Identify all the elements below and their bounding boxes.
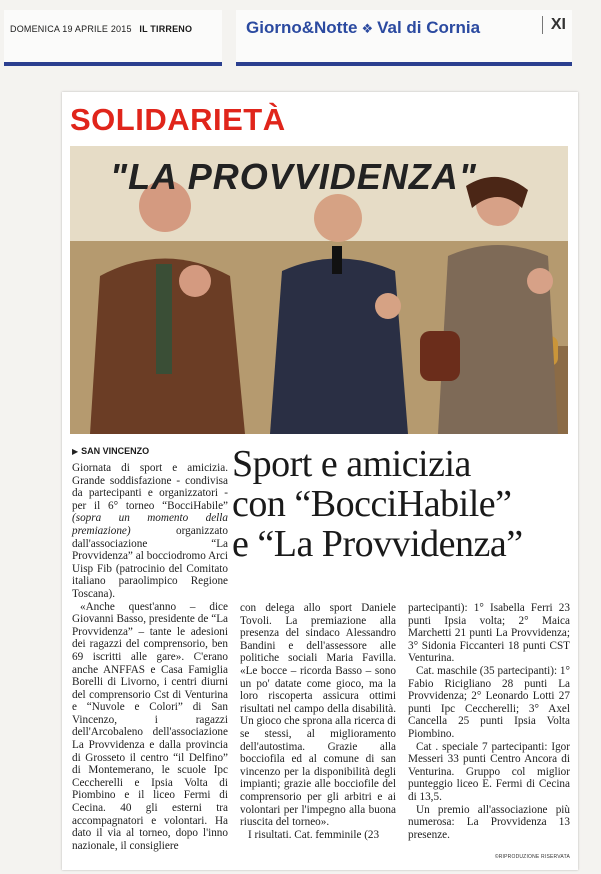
article-clipping [62,92,578,870]
headline-line-3: e “La Provvidenza” [232,523,523,565]
section-left-label: Giorno&Notte [246,18,358,37]
body-paragraph-3: con delega allo sport Daniele Tovoli. La premiazione alla presenza del sindaco Alessandro Bandini e dell'assessore alle politiche sociali Maria Favilla. «Le bocce – ricorda Basso – sono un po' datate come gioco, ma la loro riscoperta assicura ottimi risultati nel campo della disabilità. Un gioco che sprona alla ricerca di se stessi, al miglioramento dell'autostima. Grazie alla bocciofila ed al comune di san vincenzo per la disponibilità degli impianti; grazie alle bocciofile del comprensorio per gli arbitri e ai volontari per l'impegno alla buona riuscita del torneo». [240,602,396,829]
body-column-3 [408,602,570,841]
masthead-date-line [10,24,192,34]
body-paragraph-2: «Anche quest'anno – dice Giovanni Basso, presidente de “La Provvidenza” – tante le adesioni dei ragazzi del comprensorio, ben 69 iscritti alle gare». C'erano anche ANFFAS e Casa Famiglia Borelli di Livorno, i centri diurni del comprensorio Cst di Venturina e “Nuvole e Colori” di San Vincenzo, i ragazzi dell'Arcobaleno dell'associazione La Provvidenza e dalla provincia di Grosseto il centro “il Delfino” di Montemerano, le scuole Ipc Ceccherelli e Ipsia Volta di Piombino e il liceo Fermi di Cecina. 40 gli esterni tra accompagnatori e volontari. Ha dato il via al torneo, dopo l'inno nazionale, il consigliere [72,600,228,852]
masthead-left [4,10,222,66]
body-column-1 [72,462,228,852]
dateline-location: SAN VINCENZO [81,446,150,456]
section-right-label: Val di Cornia [377,18,481,37]
body-text: organizzato dall'associazione “La Provvidenza” al bocciodromo Arci Uisp Fib (patrocinio del Comitato italiano paraolimpico Regione Toscana). [72,524,228,600]
body-column-2 [240,602,396,841]
triangle-marker-icon: ▶ [72,447,79,456]
body-paragraph-5: partecipanti): 1° Isabella Ferri 23 punti Ipsia volta; 2° Maica Marchetti 21 punti La Provvidenza; 3° Sidonia Ficcanteri 18 punti CST Venturina. [408,602,570,665]
body-paragraph-4: I risultati. Cat. femminile (23 [248,828,380,841]
photo-reference: (sopra un momento della premiazione) [72,512,228,537]
body-paragraph-6: Cat. maschile (35 partecipanti): 1° Fabio Ricigliano 28 punti La Provvidenza; 2° Leonardo Lotti 27 punti Ipc Ceccherelli; 3° Axel Cancella 25 punti Ipsia Volta Piombino. [408,664,570,740]
section-title [246,18,480,38]
article-kicker: SOLIDARIETÀ [70,102,286,137]
masthead-right [236,10,572,66]
newspaper-name: IL TIRRENO [139,24,193,34]
page-number: XI [542,16,566,34]
headline [232,444,572,564]
copyright-notice: ©RIPRODUZIONE RISERVATA [494,854,570,860]
issue-date: DOMENICA 19 APRILE 2015 [10,24,132,34]
body-paragraph-1 [72,462,228,601]
award-ceremony-photo [70,146,568,434]
body-text: Giornata di sport e amicizia. Grande soddisfazione - condivisa da partecipanti e organizzatori - per il 6° torneo “BocciHabile” [72,462,228,512]
diamond-icon: ❖ [361,21,374,36]
photo-banner-text: "LA PROVVIDENZA" [110,156,477,197]
body-paragraph-8: Un premio all'associazione più numerosa: La Provvidenza 13 presenze. [408,803,570,841]
headline-line-2: con “BocciHabile” [232,483,512,525]
body-paragraph-7: Cat . speciale 7 partecipanti: Igor Messeri 33 punti Centro Ancora di Venturina. Gruppo col miglior punteggio liceo E. Fermi di Cecina di 13,5. [408,740,570,803]
headline-line-1: Sport e amicizia [232,443,471,485]
dateline [72,446,149,456]
